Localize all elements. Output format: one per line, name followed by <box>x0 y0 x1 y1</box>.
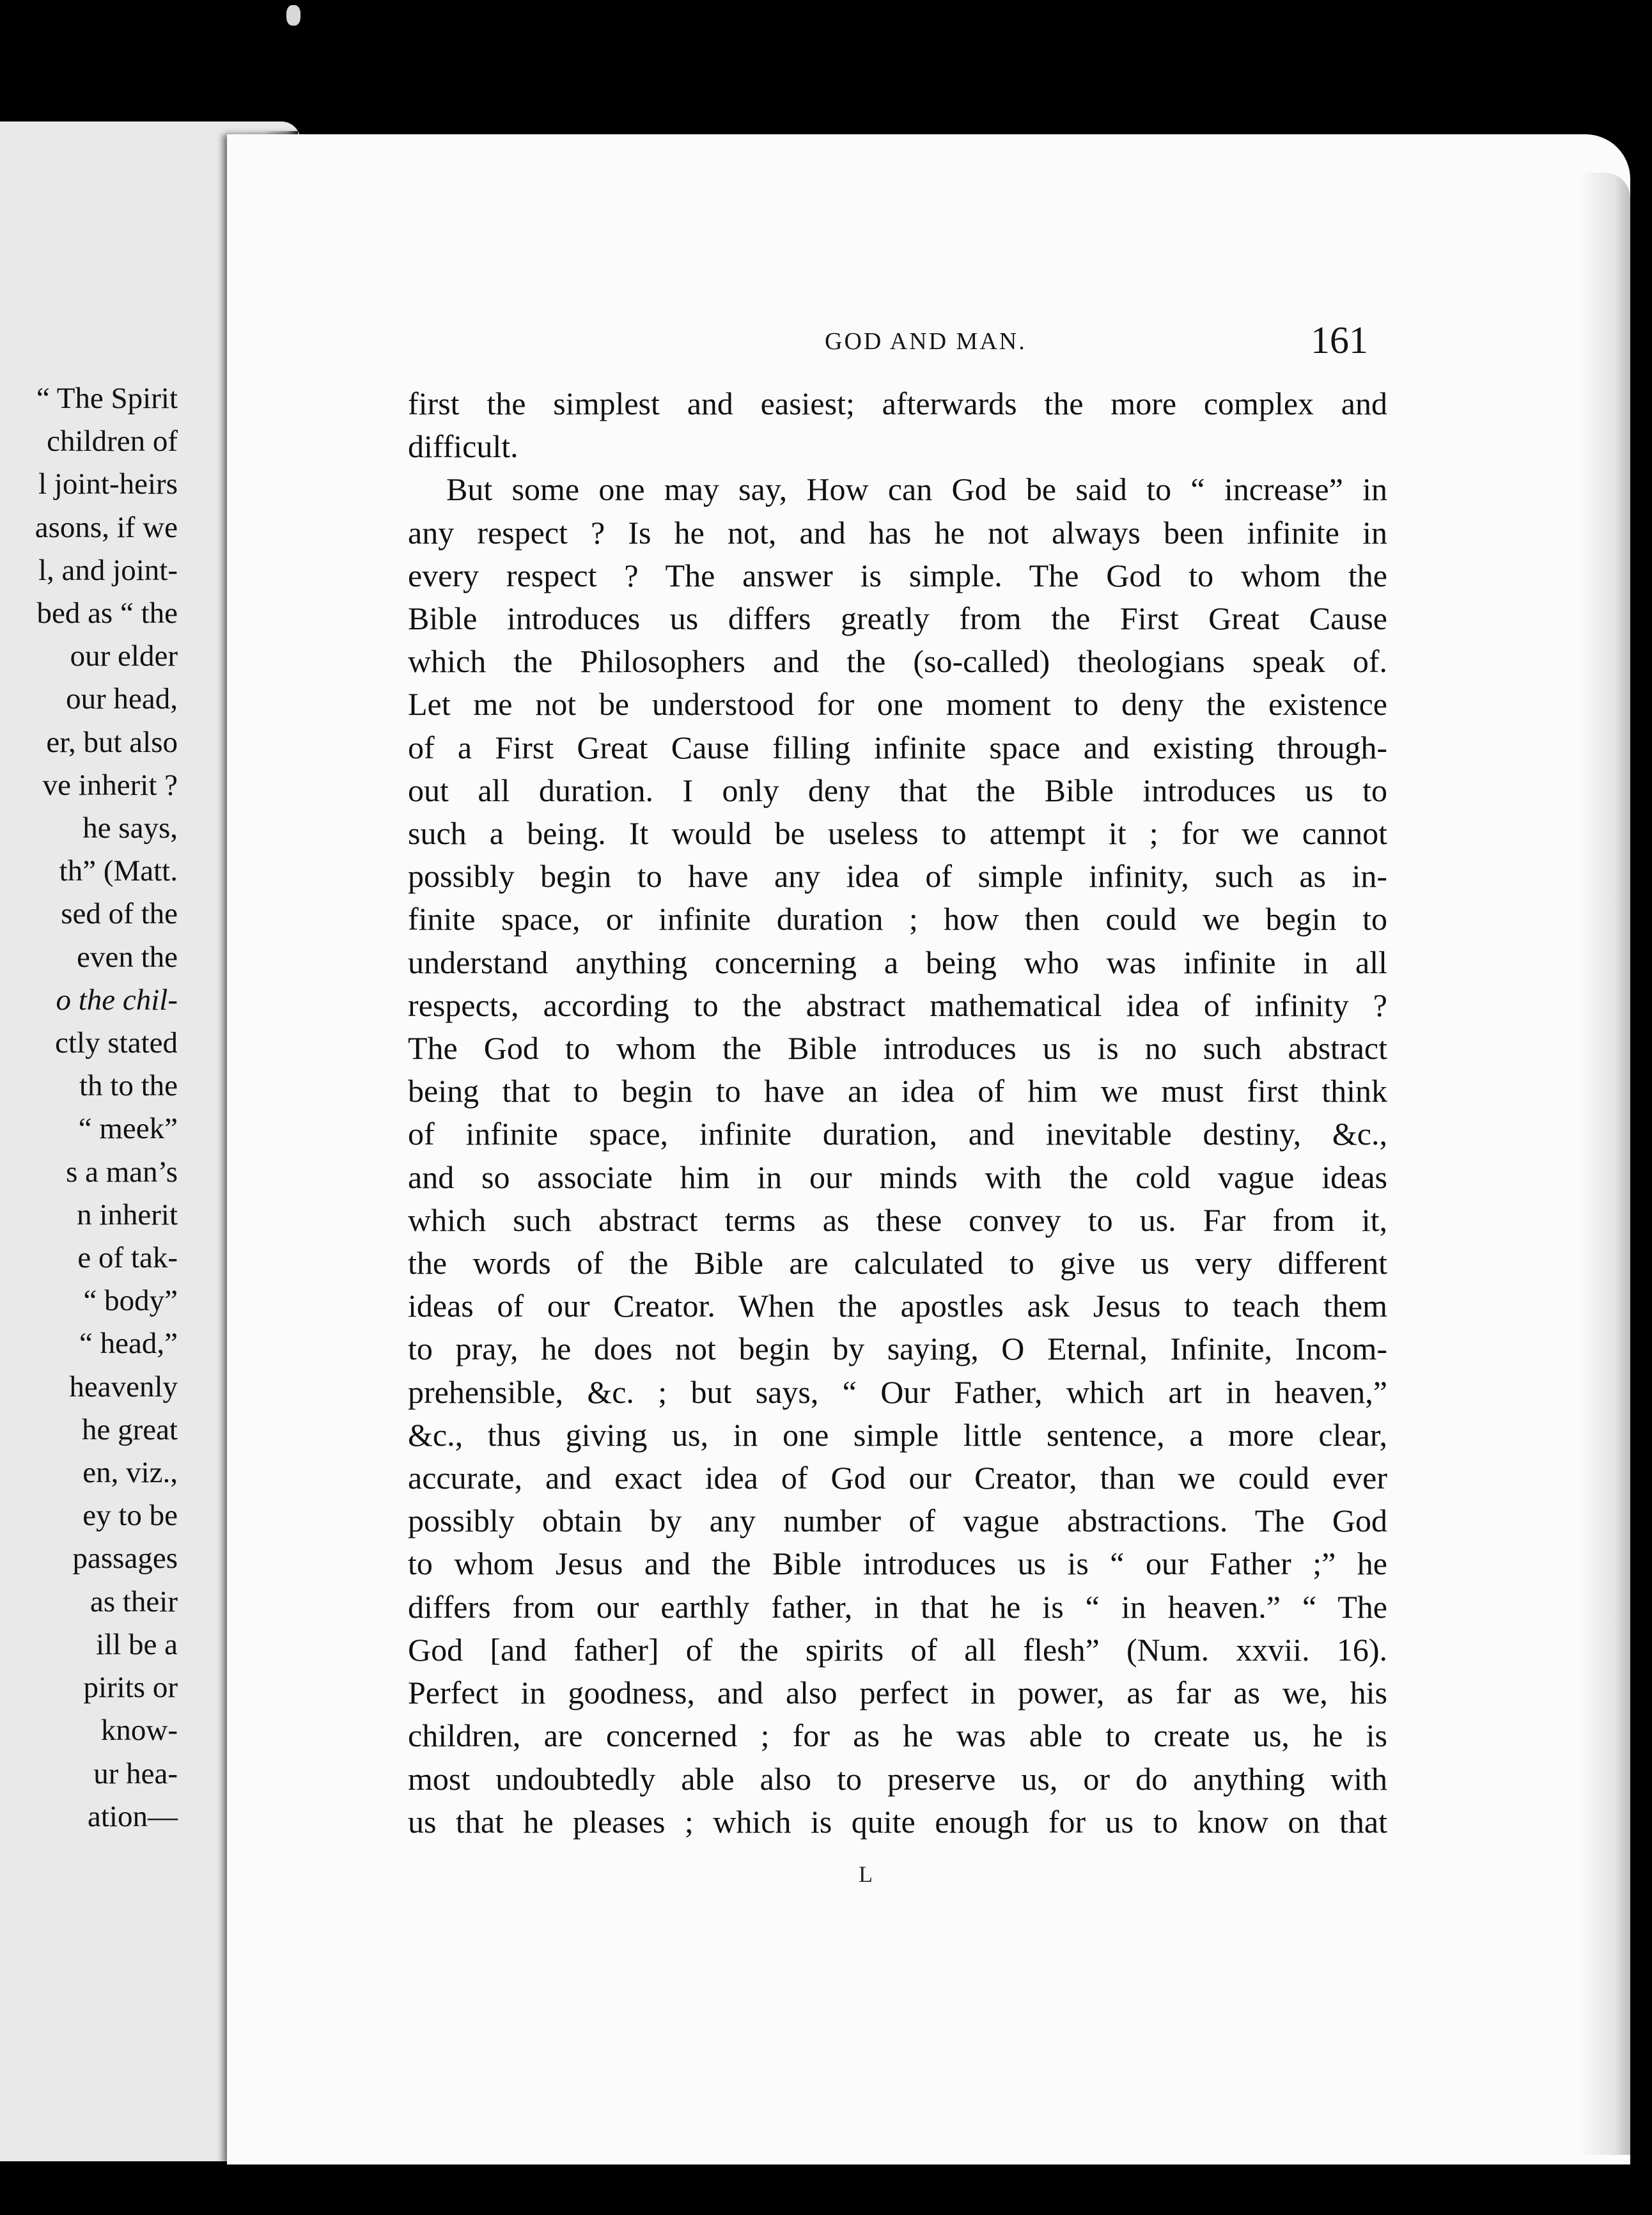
left-line: “ meek” <box>78 1112 178 1146</box>
left-line: n inherit <box>77 1198 178 1232</box>
body-line: out all duration. I only deny that the Bible introduces us to <box>408 772 1387 808</box>
body-line: But some one may say, How can God be said to “ increase” in <box>446 471 1387 508</box>
left-line: children of <box>47 425 178 458</box>
running-head: GOD AND MAN. <box>825 328 1027 355</box>
body-line: respects, according to the abstract mathematical idea of infinity ? <box>408 987 1387 1023</box>
body-line: which such abstract terms as these convey to us. Far from it, <box>408 1201 1387 1238</box>
body-line: to whom Jesus and the Bible introduces us is “ our Father ;” he <box>408 1546 1387 1582</box>
left-line: passages <box>72 1542 178 1576</box>
body-line: children, are concerned ; for as he was able to create us, he is <box>408 1718 1387 1754</box>
body-line: every respect ? The answer is simple. The God to whom the <box>408 557 1387 593</box>
left-line: he says, <box>82 811 178 845</box>
body-line: Bible introduces us differs greatly from the First Great Cause <box>408 600 1387 637</box>
body-line: Perfect in goodness, and also perfect in power, as far as we, his <box>408 1675 1387 1711</box>
left-line: asons, if we <box>35 510 178 544</box>
body-line: ideas of our Creator. When the apostles ask Jesus to teach them <box>408 1288 1387 1324</box>
body-line: accurate, and exact idea of God our Creator, than we could ever <box>408 1460 1387 1496</box>
left-line: l, and joint- <box>38 553 178 587</box>
body-line: to pray, he does not begin by saying, O Eternal, Infinite, Incom- <box>408 1331 1387 1367</box>
left-line: th to the <box>79 1069 178 1103</box>
body-line: of a First Great Cause filling infinite space and existing through- <box>408 729 1387 765</box>
left-line: s a man’s <box>66 1155 178 1189</box>
left-line: l joint-heirs <box>38 467 178 501</box>
page-number: 161 <box>1311 319 1368 361</box>
body-line: difficult. <box>408 428 518 465</box>
left-line: as their <box>90 1585 178 1618</box>
left-line: ation— <box>88 1799 178 1833</box>
right-page-edge <box>1579 173 1630 2155</box>
body-line: and so associate him in our minds with the cold vague ideas <box>408 1159 1387 1195</box>
left-line: ctly stated <box>55 1026 178 1060</box>
left-page-text <box>0 377 178 1838</box>
left-line: he great <box>81 1413 178 1446</box>
body-line: finite space, or infinite duration ; how then could we begin to <box>408 901 1387 937</box>
body-line: us that he pleases ; which is quite enough for us to know on that <box>408 1803 1387 1840</box>
body-line: The God to whom the Bible introduces us is no such abstract <box>408 1030 1387 1067</box>
body-line: first the simplest and easiest; afterwards the more complex and <box>408 386 1387 421</box>
left-line: ey to be <box>82 1499 178 1533</box>
left-line: “ The Spirit <box>36 382 178 415</box>
body-line: differs from our earthly father, in that he is “ in heaven.” “ The <box>408 1588 1387 1625</box>
left-line: heavenly <box>69 1370 178 1404</box>
body-line: which the Philosophers and the (so-called) theologians speak of. <box>408 643 1387 680</box>
left-line: er, but also <box>46 725 178 759</box>
body-text <box>408 382 1387 1843</box>
signature-mark: L <box>859 1861 873 1887</box>
left-line: our head, <box>66 682 178 716</box>
left-line: know- <box>100 1714 178 1748</box>
left-line: e of tak- <box>77 1241 178 1275</box>
body-line: of infinite space, infinite duration, and inevitable destiny, &c., <box>408 1116 1387 1152</box>
body-line: possibly obtain by any number of vague abstractions. The God <box>408 1503 1387 1539</box>
left-line: our elder <box>70 639 178 673</box>
left-line: ve inherit ? <box>42 768 178 802</box>
body-line: the words of the Bible are calculated to give us very different <box>408 1245 1387 1281</box>
body-line: understand anything concerning a being who was infinite in all <box>408 944 1387 980</box>
left-line: “ head,” <box>79 1327 178 1361</box>
body-line: any respect ? Is he not, and has he not always been infinite in <box>408 514 1387 551</box>
left-line: ur hea- <box>93 1757 178 1790</box>
body-line: &c., thus giving us, in one simple little sentence, a more clear, <box>408 1416 1387 1453</box>
left-line: “ body” <box>83 1284 178 1318</box>
body-line: such a being. It would be useless to attempt it ; for we cannot <box>408 815 1387 852</box>
dust-speck <box>286 5 300 26</box>
left-line: sed of the <box>61 897 178 931</box>
left-line: even the <box>77 940 178 974</box>
left-line: pirits or <box>83 1671 178 1705</box>
body-line: prehensible, &c. ; but says, “ Our Father, which art in heaven,” <box>408 1374 1387 1410</box>
body-line: possibly begin to have any idea of simple infinity, such as in- <box>408 858 1387 895</box>
left-line: th” (Matt. <box>59 854 178 888</box>
body-line: most undoubtedly able also to preserve us, or do anything with <box>408 1760 1387 1797</box>
left-line: o the chil- <box>56 983 178 1017</box>
body-line: being that to begin to have an idea of him we must first think <box>408 1073 1387 1109</box>
left-line: bed as “ the <box>36 597 178 630</box>
body-line: Let me not be understood for one moment to deny the existence <box>408 686 1387 723</box>
left-line: ill be a <box>96 1627 178 1661</box>
body-line: God [and father] of the spirits of all flesh” (Num. xxvii. 16). <box>408 1631 1387 1668</box>
left-line: en, viz., <box>82 1456 178 1490</box>
